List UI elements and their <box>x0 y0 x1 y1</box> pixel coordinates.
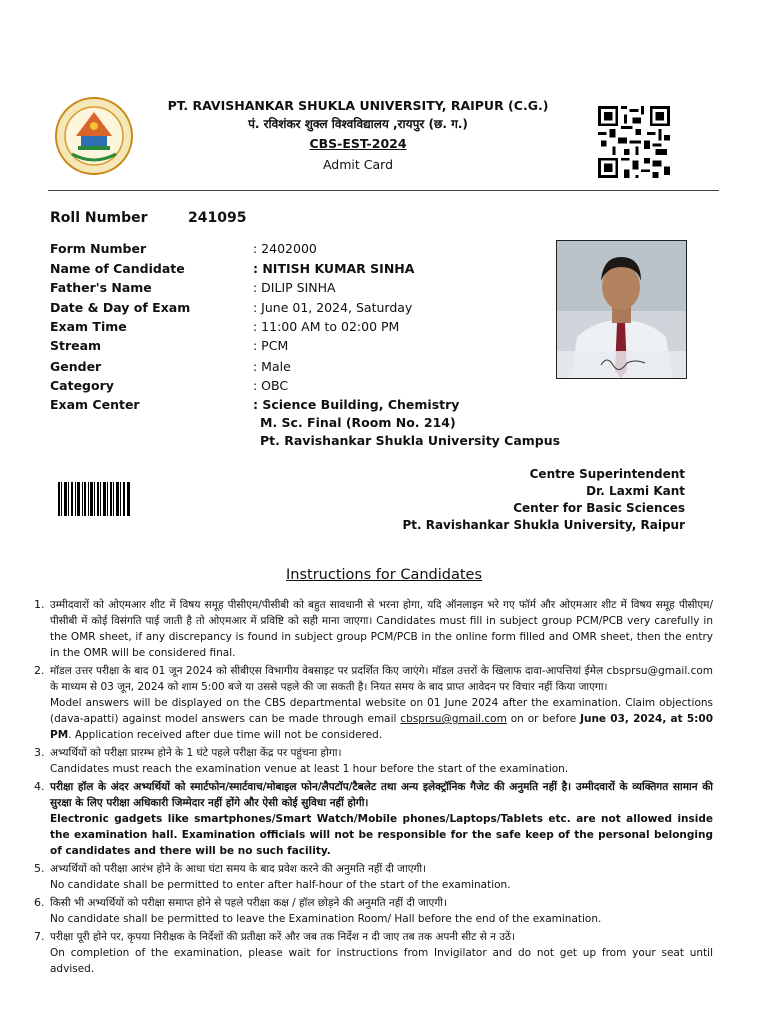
instruction-item <box>34 597 713 661</box>
instruction-number: 3. <box>34 746 45 759</box>
stream-value: : PCM <box>253 338 289 353</box>
document-title: Admit Card <box>322 157 394 172</box>
instruction-english: Candidates must reach the examination venue at least 1 hour before the start of the examination. <box>50 763 569 775</box>
qr-code-icon <box>598 106 670 178</box>
header-divider <box>48 190 719 191</box>
instruction-item <box>34 779 713 859</box>
exam-date-label: Date & Day of Exam <box>50 300 191 315</box>
instruction-english: Electronic gadgets like smartphones/Smart Watch/Mobile phones/Laptops/Tablets etc. are not allowed inside the examination hall. Examination officials will not be responsible for the safe keep of the personal belonging of candidates and there will be no such facility. <box>50 813 713 857</box>
father-name-value: : DILIP SINHA <box>253 280 336 295</box>
university-seal-icon <box>54 96 134 176</box>
exam-code: CBS-EST-2024 <box>309 136 407 151</box>
instruction-hindi: मॉडल उत्तर परीक्षा के बाद 01 जून 2024 को सीबीएस विभागीय वेबसाइट पर प्रदर्शित किए जाएंगे। मॉडल उत्तरों के खिलाफ दावा-आपत्तियां ईमेल cbsprsu@gmail.com के माध्यम से 03 जून, 2024 को शाम 5:00 बजे या उससे पहले की जा सकती है। नियत समय के बाद प्राप्त आवेदन पर विचार नहीं किया जाएगा। <box>50 665 713 693</box>
instruction-english: Model answers will be displayed on the CBS departmental website on 01 June 2024 after the examination. Claim objections (dava-apatti) against model answers can be made through email cbsprsu@gmail.com on or before June 03, 2024, at 5:00 PM. Application received after due time will not be considered. <box>50 697 713 741</box>
email-link[interactable]: cbsprsu@gmail.com <box>400 713 507 725</box>
superintendent-name: Dr. Laxmi Kant <box>586 484 685 498</box>
instruction-item <box>34 929 713 977</box>
instruction-number: 7. <box>34 930 45 943</box>
superintendent-university: Pt. Ravishankar Shukla University, Raipur <box>402 518 685 532</box>
gender-value: : Male <box>253 359 291 374</box>
roll-number-label: Roll Number <box>50 210 148 226</box>
roll-number-value: 241095 <box>188 210 247 226</box>
university-name-hi: पं. रविशंकर शुक्ल विश्वविद्यालय ,रायपुर (छ. ग.) <box>248 117 468 131</box>
instructions-list <box>34 597 713 979</box>
instruction-number: 2. <box>34 664 45 677</box>
instruction-hindi: किसी भी अभ्यर्थियों को परीक्षा समाप्त होने से पहले परीक्षा कक्ष / हॉल छोड़ने की अनुमति नहीं दी जाएगी। <box>50 897 447 909</box>
instruction-hindi: अभ्यर्थियों को परीक्षा आरंभ होने के आधा घंटा समय के बाद प्रवेश करने की अनुमति नहीं दी जाएगी। <box>50 863 427 875</box>
candidate-photo <box>556 240 687 379</box>
instruction-english: No candidate shall be permitted to enter after half-hour of the start of the examination. <box>50 879 511 891</box>
exam-time-label: Exam Time <box>50 319 127 334</box>
instruction-english: On completion of the examination, please wait for instructions from Invigilator and do not get up from your seat until advised. <box>50 947 713 975</box>
instruction-hindi: अभ्यर्थियों को परीक्षा प्रारम्भ होने के 1 घंटे पहले परीक्षा केंद्र पर पहुंचना होगा। <box>50 747 342 759</box>
header-block <box>150 96 566 174</box>
instruction-hindi: परीक्षा पूरी होने पर, कृपया निरीक्षक के निर्देशों की प्रतीक्षा करें और जब तक निर्देश न दी जाए तब तक अपनी सीट से न उठें। <box>50 931 516 943</box>
candidate-name-label: Name of Candidate <box>50 261 185 276</box>
form-number-label: Form Number <box>50 241 147 256</box>
superintendent-block <box>402 466 685 534</box>
exam-center-line3: Pt. Ravishankar Shukla University Campus <box>260 433 561 448</box>
instruction-item <box>34 663 713 743</box>
candidate-name-value: : NITISH KUMAR SINHA <box>253 261 415 276</box>
university-name-en: PT. RAVISHANKAR SHUKLA UNIVERSITY, RAIPUR (C.G.) <box>167 98 549 113</box>
instruction-number: 5. <box>34 862 45 875</box>
instruction-hindi: परीक्षा हॉल के अंदर अभ्यर्थियों को स्मार्टफोन/स्मार्टवाच/मोबाइल फोन/लैपटॉप/टैबलेट तथा अन्य इलेक्ट्रॉनिक गैजेट की अनुमति नहीं है। उम्मीदवारों के व्यक्तिगत सामान की सुरक्षा के लिए परीक्षा अधिकारी जिम्मेदार नहीं होंगे और ऐसी कोई सुविधा नहीं होगी। <box>50 781 713 809</box>
instruction-item <box>34 745 713 777</box>
instruction-number: 6. <box>34 896 45 909</box>
gender-label: Gender <box>50 359 102 374</box>
form-number-value: : 2402000 <box>253 241 317 256</box>
instruction-hindi: उम्मीदवारों को ओएमआर शीट में विषय समूह पीसीएम/पीसीबी को बहुत सावधानी से भरना होगा, यदि ऑनलाइन भरे गए फॉर्म और ओएमआर शीट में विषय समूह पीसीएम/पीसीबी में कोई विसंगति पाई जाती है तो ओएमआर में प्रविष्टि को सही माना जाएगा। <box>50 599 713 627</box>
exam-center-line2: M. Sc. Final (Room No. 214) <box>260 415 456 430</box>
barcode-icon <box>58 482 130 516</box>
exam-center-value: : Science Building, Chemistry <box>253 397 460 412</box>
father-name-label: Father's Name <box>50 280 152 295</box>
stream-label: Stream <box>50 338 102 353</box>
instruction-number: 4. <box>34 780 45 793</box>
instructions-title: Instructions for Candidates <box>286 567 482 583</box>
category-value: : OBC <box>253 378 289 393</box>
superintendent-dept: Center for Basic Sciences <box>513 501 685 515</box>
superintendent-title: Centre Superintendent <box>529 467 685 481</box>
exam-center-label: Exam Center <box>50 397 140 412</box>
category-label: Category <box>50 378 114 393</box>
instruction-english: No candidate shall be permitted to leave the Examination Room/ Hall before the end of the examination. <box>50 913 602 925</box>
instruction-item <box>34 895 713 927</box>
instruction-english: Candidates must fill in subject group PCM/PCB very carefully in the OMR sheet, if any discrepancy is found in subject group PCM/PCB in the online form filled and OMR sheet, then the entry in the OMR will be considered final. <box>50 615 713 659</box>
exam-date-value: : June 01, 2024, Saturday <box>253 300 413 315</box>
exam-time-value: : 11:00 AM to 02:00 PM <box>253 319 400 334</box>
instruction-number: 1. <box>34 598 45 611</box>
instruction-item <box>34 861 713 893</box>
deadline-date: June 03, 2024, at 5:00 PM <box>50 713 713 741</box>
